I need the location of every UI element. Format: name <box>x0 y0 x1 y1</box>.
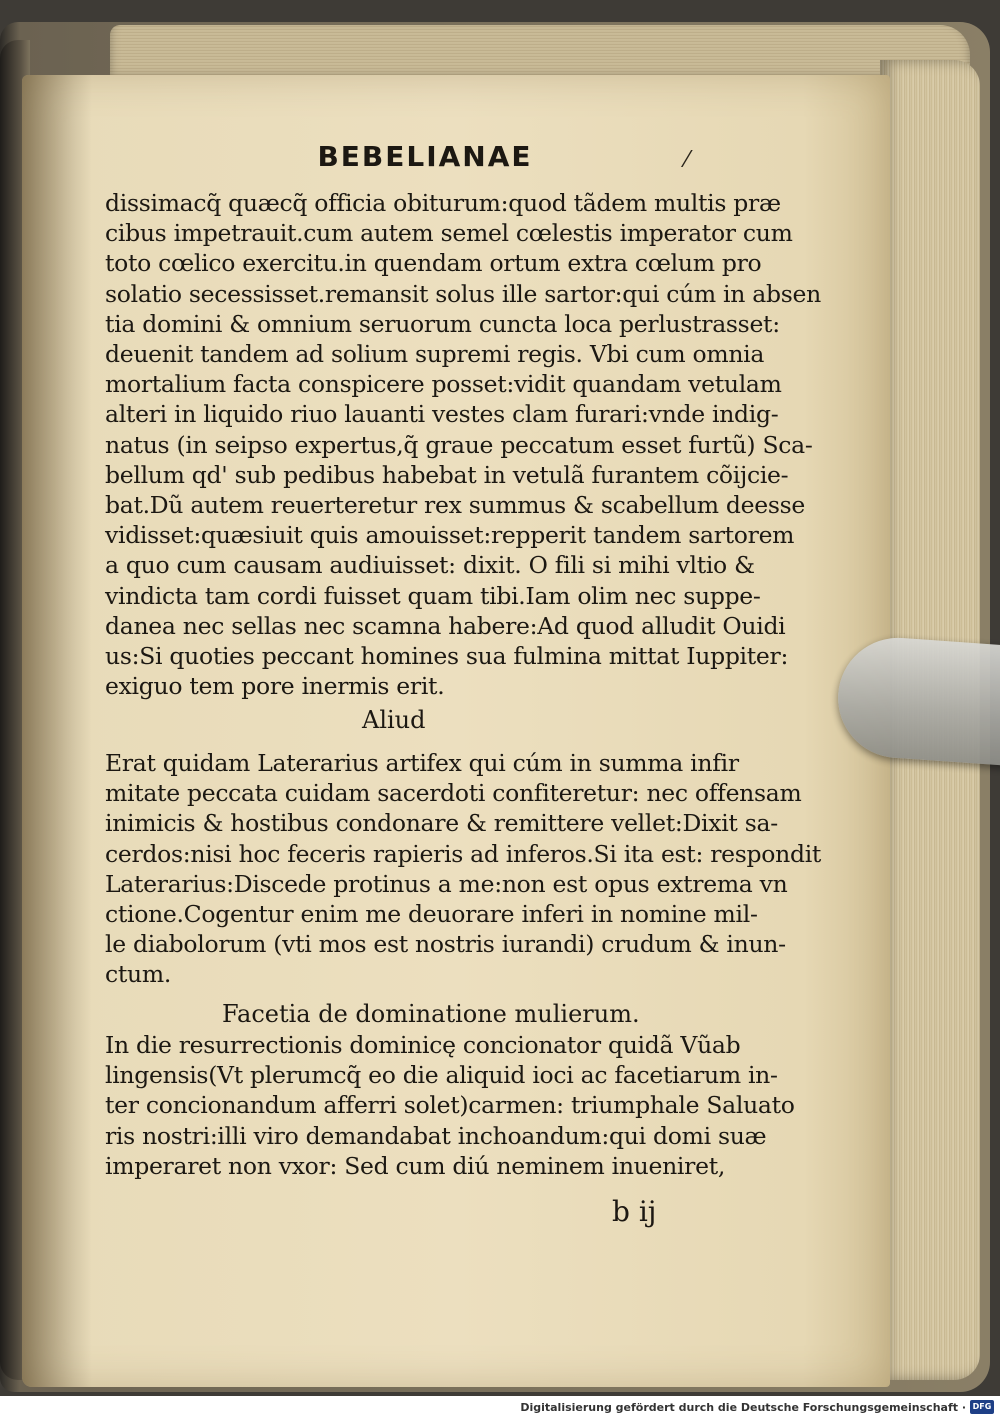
running-header: BEBELIANAE <box>317 140 533 173</box>
text-line: ctione.Cogentur enim me deuorare inferi in nomine mil- <box>105 900 758 928</box>
text-line: mortalium facta conspicere posset:vidit quandam vetulam <box>105 370 782 399</box>
text-line: tia domini & omnium seruorum cuncta loca perlustrasset: <box>105 309 780 338</box>
text-line: mitate peccata cuidam sacerdoti confiteretur: nec offensam <box>105 779 802 808</box>
header-mark: ⁄ <box>685 148 689 173</box>
text-line: Erat quidam Laterarius artifex qui cúm in summa infir <box>105 749 739 777</box>
text-line: deuenit tandem ad solium supremi regis. Vbi cum omnia <box>105 340 765 368</box>
text-line: dissimacq̃ quæcq̃ officia obiturum:quod tãdem multis præ <box>105 189 781 217</box>
text-line: a quo cum causam audiuisset: dixit. O fili si mihi vltio & <box>105 551 755 580</box>
text-line: bellum qd' sub pedibus habebat in vetulã furantem cõijcie- <box>105 460 789 489</box>
text-line: us:Si quoties peccant homines sua fulmina mittat Iuppiter: <box>105 642 789 670</box>
text-line: alteri in liquido riuo lauanti vestes clam furari:vnde indig- <box>105 400 779 429</box>
text-line: imperaret non vxor: Sed cum diú neminem inueniret, <box>105 1151 726 1180</box>
text-line: cibus impetrauit.cum autem semel cœlestis imperator cum <box>105 219 793 248</box>
gutter-shadow <box>22 75 92 1387</box>
text-line: ter concionandum afferri solet)carmen: triumphale Saluato <box>105 1091 795 1120</box>
text-line: vindicta tam cordi fuisset quam tibi.Iam olim nec suppe- <box>105 581 761 610</box>
text-line: vidisset:quæsiuit quis amouisset:repperit tandem sartorem <box>105 521 795 550</box>
text-line: lingensis(Vt plerumcq̃ eo die aliquid ioci ac facetiarum in- <box>105 1061 778 1090</box>
text-line: In die resurrectionis dominicę concionator quidã Vũab <box>105 1031 741 1059</box>
text-line: bat.Dũ autem reuerteretur rex summus & scabellum deesse <box>105 491 806 519</box>
signature-mark: b ij <box>612 1195 657 1228</box>
text-line: solatio secessisset.remansit solus ille sartor:qui cúm in absen <box>105 279 821 308</box>
text-line: ris nostri:illi viro demandabat inchoandum:qui domi suæ <box>105 1121 767 1150</box>
text-line: inimicis & hostibus condonare & remittere vellet:Dixit sa- <box>105 809 778 838</box>
section-heading-facetia: Facetia de dominatione mulierum. <box>222 1000 640 1028</box>
text-line: danea nec sellas nec scamna habere:Ad quod alludit Ouidi <box>105 611 786 640</box>
section-heading-aliud: Aliud <box>362 706 426 734</box>
text-line: natus (in seipso expertus,q̃ graue peccatum esset furtũ) Sca- <box>105 430 813 459</box>
dfg-logo-icon: DFG <box>970 1400 994 1414</box>
footer-credit: Digitalisierung gefördert durch die Deutsche Forschungsgemeinschaft · <box>520 1401 966 1414</box>
text-line: Laterarius:Discede protinus a me:non est opus extrema vn <box>105 869 788 898</box>
text-line: toto cœlico exercitu.in quendam ortum extra cœlum pro <box>105 249 762 278</box>
text-line: exiguo tem pore inermis erit. <box>105 672 445 701</box>
text-line: cerdos:nisi hoc feceris rapieris ad inferos.Si ita est: respondit <box>105 839 822 868</box>
text-line: le diabolorum (vti mos est nostris iurandi) crudum & inun- <box>105 930 786 959</box>
text-line: ctum. <box>105 960 171 989</box>
